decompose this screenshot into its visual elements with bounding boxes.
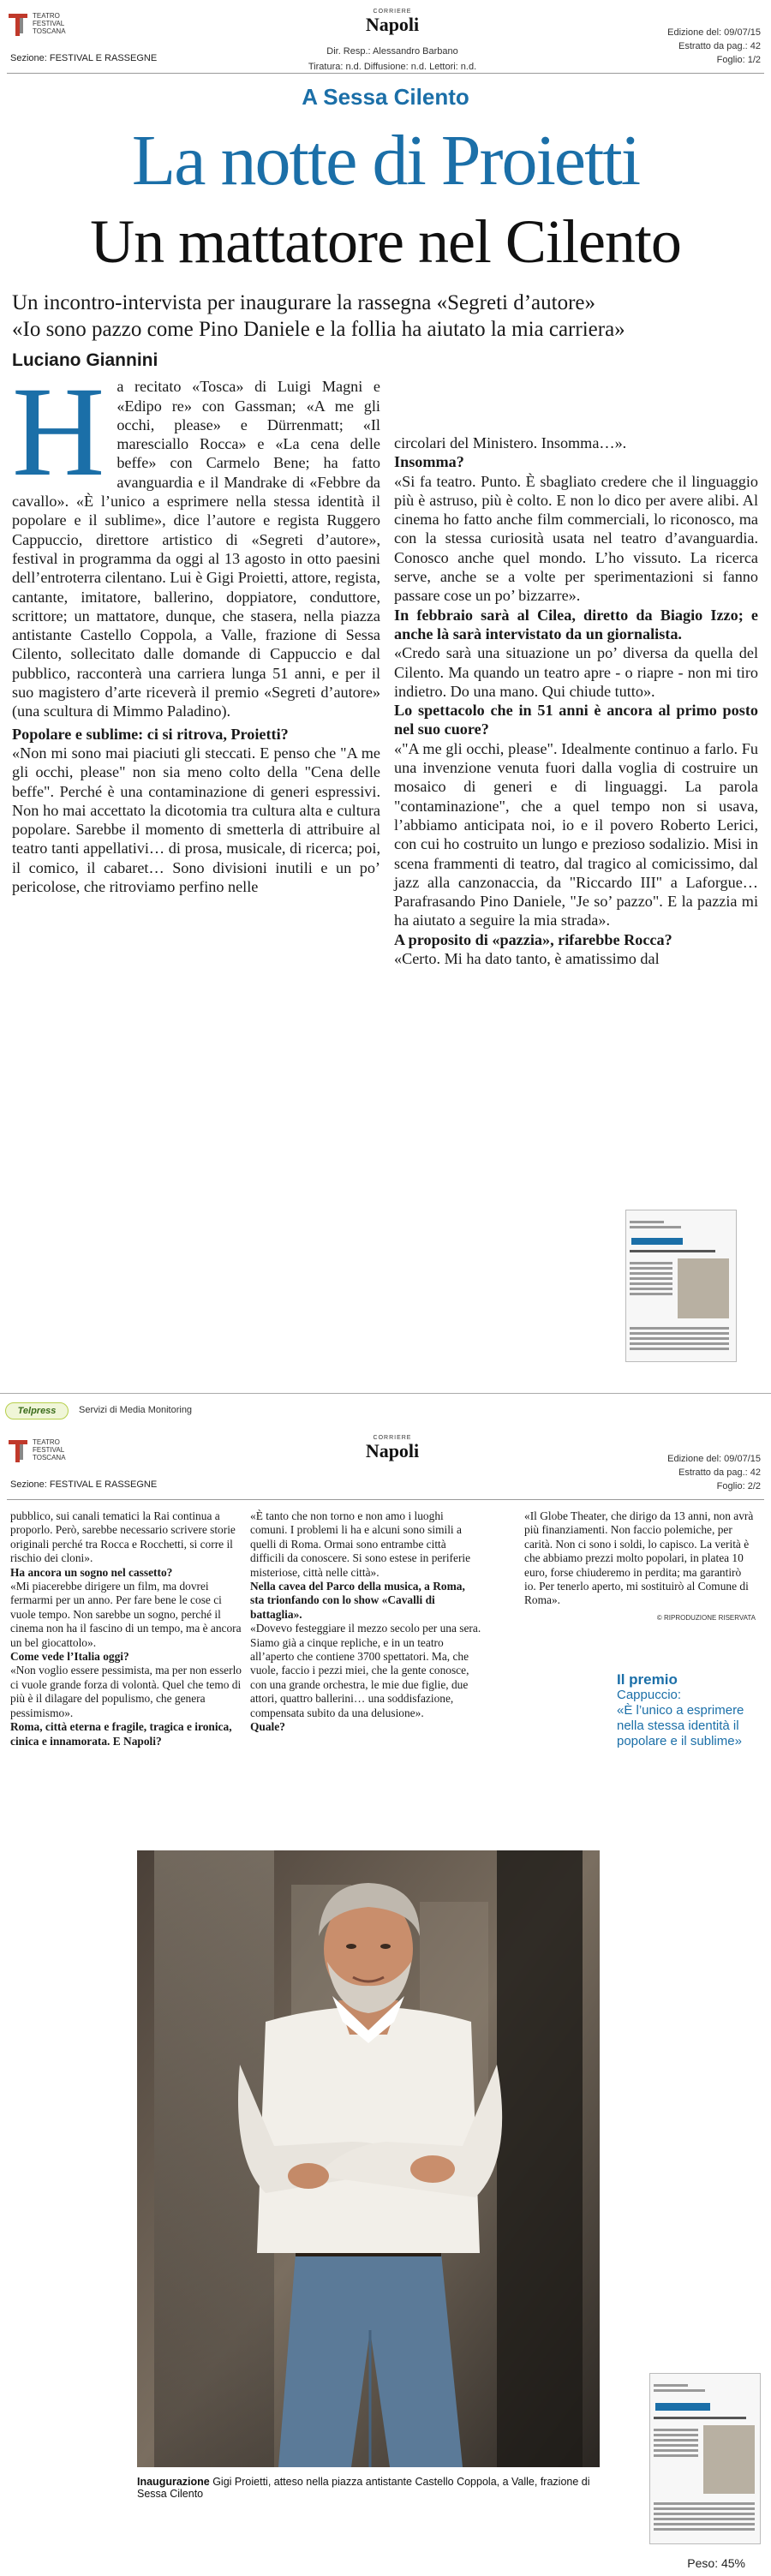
p2-answer-3: «È tanto che non torno e non amo i luoghi comuni. I problemi li ha e alcuni sono simili a quelli di Roma. Ormai sono entrambe città difficili da conoscere. Si sono estese in periferie misteriose, città nelle città». [250,1509,471,1579]
p2-question-1: Ha ancora un sogno nel cassetto? [10,1565,173,1579]
p2-answer-2: «Non voglio essere pessimista, ma per non esserlo ci vuole grande forza di volontà. Quel che temo di più è il dilagare del populismo, che genera pessimismo». [10,1664,242,1719]
clipping-header-2 [7,1426,764,1500]
p2-question-2: Come vede l’Italia oggi? [10,1650,129,1664]
question-5: A proposito di «pazzia», rifarebbe Rocca? [394,930,672,948]
clipping-header [7,0,764,74]
newspaper-name-2: Napoli [365,1440,420,1461]
p2-question-4: Nella cavea del Parco della musica, a Roma, sta trionfando con lo show «Cavalli di battaglia». [250,1580,465,1621]
copyright-notice: © RIPRODUZIONE RISERVATA [656,1613,756,1622]
subheadline-line-1: Un incontro-intervista per inaugurare la rassegna «Segreti d’autore» [12,291,595,314]
p2-answer-1: «Mi piacerebbe dirigere un film, ma dovrei fermarmi per un anno. Per fare bene le cose ci vuole tempo. Non sarebbe un sogno, perché il cinema non ha il fascino di un tempo, ma è ancora un bel giocattolo». [10,1580,242,1649]
answer-3: «Credo sarà una situazione un po’ diversa da quella del Cilento. Ma quando un teatro apre - o riapre - non mi tiro indietro. Do una mano. Qui chiude tutto». [394,644,758,700]
edition-date: Edizione del: 09/07/15 [667,27,761,38]
question-1: Popolare e sublime: ci si ritrova, Proietti? [12,725,289,743]
director-line: Dir. Resp.: Alessandro Barbano [326,46,458,57]
award-name: Cappuccio: [617,1688,682,1702]
answer-5: «Certo. Mi ha dato tanto, è amatissimo dal [394,950,660,968]
caption-title: Inaugurazione [137,2476,210,2488]
photo-caption [137,2476,617,2500]
masthead [264,9,521,72]
award-quote: «È l’unico a esprimere nella stessa identità il popolare e il sublime» [617,1703,744,1748]
question-3: In febbraio sarà al Cilea, diretto da Biagio Izzo; e anche là sarà intervistato da un giornalista. [394,606,758,643]
telpress-service: Servizi di Media Monitoring [79,1405,193,1415]
question-4: Lo spettacolo che in 51 anni è ancora al primo posto nel suo cuore? [394,702,758,738]
p2-question-5: Quale? [250,1720,285,1734]
portrait-illustration [137,1850,600,2467]
photo-gigi-proietti [137,1850,600,2467]
p2-answer-4: «Dovevo festeggiare il mezzo secolo per una sera. Siamo già a cinque repliche, e in un teatro all’aperto che contiene 3700 spettatori. Ma, che vuole, faccio i pezzi miei, che la gente conosce, con una grande orchestra, le mie due figlie, due attori, quattro ballerini… una soddisfazione, compensata subito da una delusione». [250,1622,481,1719]
drop-cap: H [12,361,105,504]
article-kicker: A Sessa Cilento [302,84,469,110]
page-thumbnail [625,1210,737,1362]
section-label: Sezione: FESTIVAL E RASSEGNE [10,53,158,63]
weight-label: Peso: 45% [687,2556,745,2570]
page-thumbnail-2 [649,2373,761,2544]
telpress-logo: Telpress [5,1402,69,1419]
telpress-footer [0,1393,771,1422]
question-2: Insomma? [394,453,464,471]
answer-1: «Non mi sono mai piaciuti gli steccati. E penso che "A me gli occhi, please" non sia meno colto della "Cena delle beffe". Perché è una contaminazione di generi espressivi. Non ho mai accettato la dicotomia tra cultura alta e cultura popolare. Sarebbe il momento di smetterla di attribuire al teatro tanti appellativi… di prosa, musicale, di ricerca; poi, il comico, il cabaret… Sono divisioni inutili e un po’ pericolose, che ritroviamo perfino nelle [12,744,380,896]
circulation-line: Tiratura: n.d. Diffusione: n.d. Lettori: n.d. [308,62,477,72]
p2-answer-5-continued: pubblico, sui canali tematici la Rai continua a proporlo. Però, sarebbe necessario scrivere storie originali perché tra Rocca e Rocchetti, si corre il rischio dei cloni». [10,1509,236,1565]
byline: Luciano Giannini [12,350,158,370]
festival-logo: TEATRO FESTIVAL TOSCANA [9,12,86,43]
answer-2: «Si fa teatro. Punto. È sbagliato credere che il linguaggio più è astruso, più è colto. E non lo dico per avere alibi. Al cinema ho fatto anche film commerciali, lo riconosco, ma con la stessa curiosità usata nel teatro d’avanguardia. Conosco anche quel mondo. L’ho vissuto. La ricerca serve, anche se a volte per sperimentazioni si fanno passare cose un po’ bizzarre». [394,472,758,605]
article-column-1 [12,351,380,896]
masthead-small: CORRIERE [373,9,412,15]
p2-question-3: Roma, città eterna e fragile, tragica e ironica, cinica e innamorata. E Napoli? [10,1720,232,1748]
article-subheadline [12,290,766,343]
page2-column-3 [524,1509,756,1625]
section-label-2: Sezione: FESTIVAL E RASSEGNE [10,1479,158,1490]
answer-1-continued: circolari del Ministero. Insomma…». [394,434,627,451]
subheadline-line-2: «Io sono pazzo come Pino Daniele e la follia ha aiutato la mia carriera» [12,318,625,341]
edition-info-2: Edizione del: 09/07/15 Estratto da pag.: 42 Foglio: 2/2 [667,1454,761,1491]
article-column-2 [394,433,758,968]
answer-4: «"A me gli occhi, please". Idealmente continuo a farlo. Fu una invenzione venuta fuori dalla voglia di costruire un mosaico di generi e di linguaggi. La parola "contaminazione", che a quel tempo non si usava, l’abbiamo anticipata noi, io e il povero Roberto Lerici, con cui ho costruito un lungo e prezioso sodalizio. Misi in scena frammenti di teatro, dal tragico al comicissimo, dal jazz alla canzonaccia, da "Riccardo III" a Laforgue… Parafrasando Pino Daniele, "Je so’ pazzo". E la pazzia mi ha aiutato a seguire la mia strada». [394,739,758,929]
sheet-number-2: Foglio: 2/2 [716,1481,761,1491]
newspaper-name: Napoli [365,14,420,35]
edition-info [667,26,761,67]
p2-answer-5: «Il Globe Theater, che dirigo da 13 anni, non avrà più finanziamenti. Non faccio polemiche, per carità. Non ci sono i soldi, lo capisco. La verità è che abbiamo prezzi molto popolari, in platea 10 euro, forse chiuderemo in perdita; ma garantirò io. Per tenerlo aperto, mi sostituirò al Comune di Roma». [524,1509,754,1607]
sheet-number: Foglio: 1/2 [716,55,761,65]
caption-text: Gigi Proietti, atteso nella piazza antistante Castello Coppola, a Valle, frazione di Sessa Cilento [137,2476,590,2500]
festival-logo-2: TEATRO FESTIVAL TOSCANA [9,1438,86,1469]
lead-paragraph: Ha recitato «Tosca» di Luigi Magni e «Edipo re» con Gassman; «A me gli occhi, please» e Dürrenmatt; «Il maresciallo Rocca» e «La cena delle beffe» con Carmelo Bene; ha fatto avanguardia e il Mandrake di «Febbre da cavallo». «È l’unico a esprimere nella stessa identità il popolare e il sublime», dice l’autore e regista Ruggero Cappuccio, direttore artistico di «Segreti d’autore», festival in programma da oggi al 13 agosto in otto paesini dell’entroterra cilentano. Lui è Gigi Proietti, attore, regista, cantante, imitatore, ballerino, doppiatore, conduttore, scrittore; un mattatore, dunque, che stasera, nella piazza antistante Castello Coppola, a Valle, frazione di Sessa Cilento, sollecitato dalle domande di Cappuccio e dal pubblico, racconterà una carriera lunga 51 anni, e per il suo magistero d’arte riceverà il premio «Segreti d’autore» (una scultura di Mimmo Paladino). [12,361,380,720]
extract-page: Estratto da pag.: 42 [678,41,761,51]
page2-column-2 [250,1509,481,1735]
masthead-2: CORRIERE Napoli [264,1435,521,1461]
article-headline: La notte di Proietti [131,121,640,200]
page2-column-1 [10,1509,242,1748]
award-box [617,1672,745,1749]
article-headline-secondary: Un mattatore nel Cilento [90,207,681,276]
award-title: Il premio [617,1671,678,1688]
